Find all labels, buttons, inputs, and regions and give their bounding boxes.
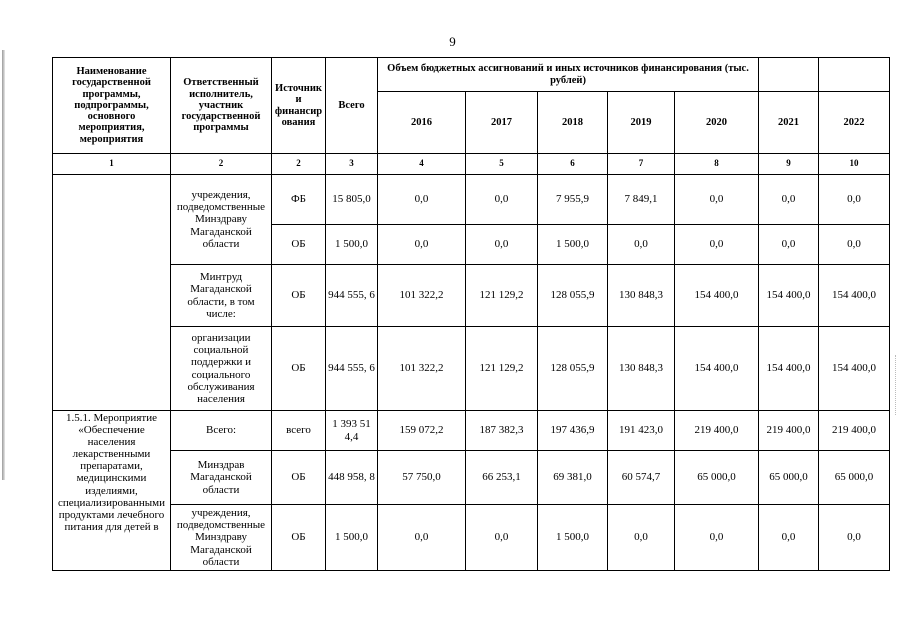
row-value: 191 423,0 [608,411,675,451]
header-executor: Ответственный исполнитель, участник государственной программы [171,58,272,154]
row-total: 1 500,0 [326,505,378,571]
row-executor: учреждения, подведомственные Минздраву Магаданской области [171,505,272,571]
row-total: 448 958, 8 [326,451,378,505]
row-value: 0,0 [819,175,890,225]
row-value: 7 849,1 [608,175,675,225]
row-executor: организации социальной поддержки и социального обслуживания населения [171,327,272,411]
row-value: 69 381,0 [538,451,608,505]
row-name-empty [53,175,171,411]
row-source: ОБ [272,327,326,411]
column-number: 2 [171,154,272,175]
column-number: 9 [759,154,819,175]
column-number: 1 [53,154,171,175]
row-value: 57 750,0 [378,451,466,505]
row-value: 0,0 [378,225,466,265]
header-volume: Объем бюджетных ассигнований и иных источников финансирования (тыс. рублей) [378,58,759,92]
header-year: 2018 [538,92,608,154]
row-value: 128 055,9 [538,265,608,327]
row-value: 219 400,0 [675,411,759,451]
header-name: Наименование государственной программы, подпрограммы, основного мероприятия, мероприятия [53,58,171,154]
header-year: 2022 [819,92,890,154]
row-value: 0,0 [378,505,466,571]
column-number: 7 [608,154,675,175]
row-total: 1 393 51 4,4 [326,411,378,451]
row-executor: Минтруд Магаданской области, в том числе: [171,265,272,327]
row-value: 219 400,0 [819,411,890,451]
table-row [53,327,890,411]
page-number: 9 [449,34,456,49]
header-blank [819,58,890,92]
table-row [53,175,890,225]
row-value: 0,0 [378,175,466,225]
row-value: 154 400,0 [675,327,759,411]
row-value: 101 322,2 [378,327,466,411]
row-executor: Минздрав Магаданской области [171,451,272,505]
header-blank [759,58,819,92]
table-row [53,265,890,327]
table-row [53,411,890,451]
row-value: 0,0 [819,225,890,265]
column-number: 5 [466,154,538,175]
row-value: 65 000,0 [819,451,890,505]
row-value: 60 574,7 [608,451,675,505]
row-value: 0,0 [759,225,819,265]
header-source: Источник и финансир ования [272,58,326,154]
column-number: 3 [326,154,378,175]
header-year: 2017 [466,92,538,154]
row-value: 65 000,0 [759,451,819,505]
row-total: 944 555, 6 [326,265,378,327]
row-value: 0,0 [759,505,819,571]
row-value: 65 000,0 [675,451,759,505]
row-value: 1 500,0 [538,225,608,265]
row-value: 0,0 [675,175,759,225]
row-value: 128 055,9 [538,327,608,411]
row-value: 101 322,2 [378,265,466,327]
row-value: 0,0 [466,505,538,571]
row-value: 187 382,3 [466,411,538,451]
row-value: 0,0 [759,175,819,225]
row-value: 0,0 [675,225,759,265]
row-value: 197 436,9 [538,411,608,451]
row-source: всего [272,411,326,451]
budget-table [52,57,890,571]
row-source: ОБ [272,451,326,505]
row-source: ОБ [272,225,326,265]
row-value: 121 129,2 [466,265,538,327]
table-row [53,505,890,571]
column-number: 6 [538,154,608,175]
row-value: 66 253,1 [466,451,538,505]
row-value: 130 848,3 [608,327,675,411]
column-number: 10 [819,154,890,175]
row-value: 154 400,0 [759,327,819,411]
row-value: 1 500,0 [538,505,608,571]
row-value: 219 400,0 [759,411,819,451]
row-executor: Всего: [171,411,272,451]
header-total: Всего [326,58,378,154]
row-value: 0,0 [466,225,538,265]
column-number: 4 [378,154,466,175]
scan-marks [895,355,899,415]
row-executor: учреждения, подведомственные Минздраву Магаданской области [171,175,272,265]
column-number: 2 [272,154,326,175]
row-value: 159 072,2 [378,411,466,451]
row-value: 130 848,3 [608,265,675,327]
row-total: 15 805,0 [326,175,378,225]
table-row [53,451,890,505]
row-total: 1 500,0 [326,225,378,265]
header-year: 2020 [675,92,759,154]
row-value: 121 129,2 [466,327,538,411]
header-year: 2016 [378,92,466,154]
header-year: 2021 [759,92,819,154]
scan-edge [2,50,5,480]
row-value: 0,0 [466,175,538,225]
row-value: 154 400,0 [759,265,819,327]
row-total: 944 555, 6 [326,327,378,411]
row-source: ОБ [272,265,326,327]
row-value: 154 400,0 [675,265,759,327]
row-value: 0,0 [675,505,759,571]
row-name: 1.5.1. Мероприятие «Обеспечение населения лекарственными препаратами, медицинскими изделиями, специализированными продуктами лечебного питания для детей в [53,411,171,571]
row-source: ОБ [272,505,326,571]
row-value: 7 955,9 [538,175,608,225]
row-value: 0,0 [819,505,890,571]
column-number: 8 [675,154,759,175]
row-value: 0,0 [608,505,675,571]
row-value: 154 400,0 [819,327,890,411]
header-year: 2019 [608,92,675,154]
row-value: 154 400,0 [819,265,890,327]
row-value: 0,0 [608,225,675,265]
row-source: ФБ [272,175,326,225]
